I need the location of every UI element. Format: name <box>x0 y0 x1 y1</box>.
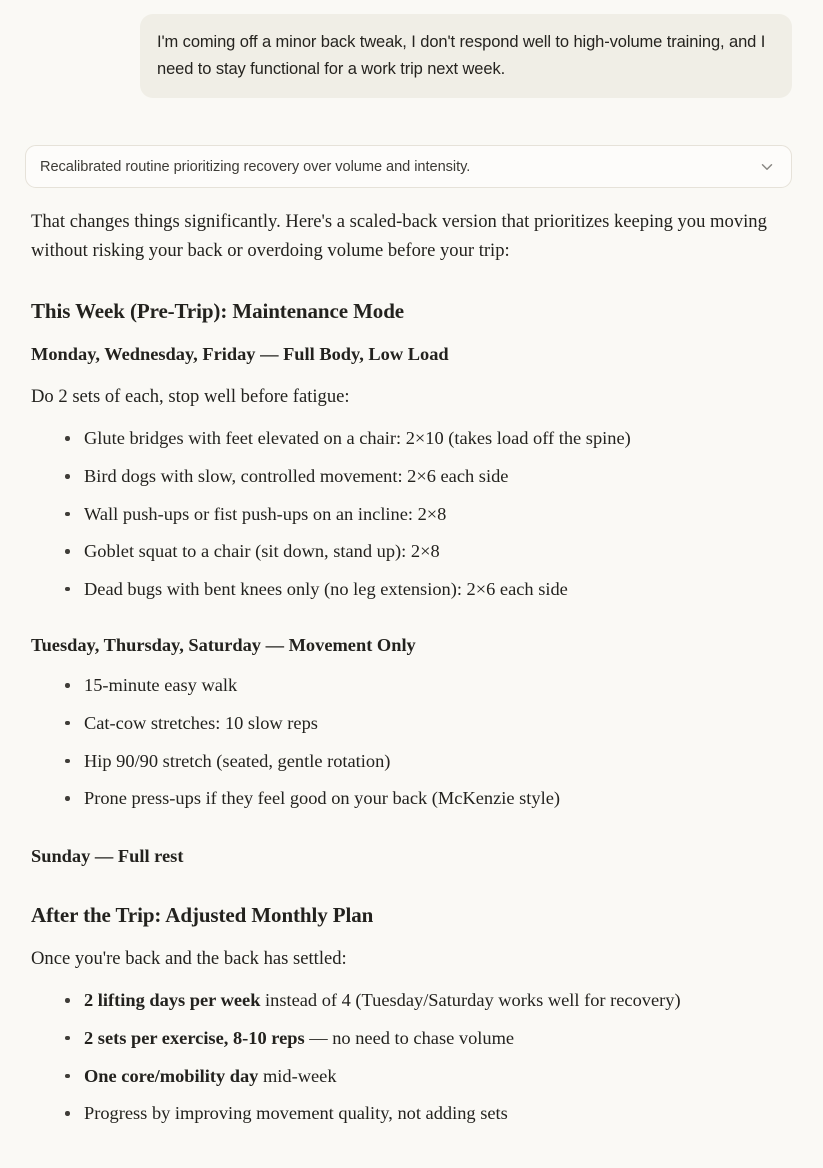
list-item <box>62 987 782 1015</box>
list-item: Hip 90/90 stretch (seated, gentle rotation) <box>62 748 782 776</box>
tts-movement-list <box>31 672 782 812</box>
list-item: Wall push-ups or fist push-ups on an incline: 2×8 <box>62 501 782 529</box>
summary-card-label: Recalibrated routine prioritizing recovery over volume and intensity. <box>40 158 471 175</box>
list-item-emphasis: 2 sets per exercise, 8-10 reps <box>84 1027 305 1048</box>
list-item: Prone press-ups if they feel good on your back (McKenzie style) <box>62 785 782 813</box>
after-trip-intro-paragraph: Once you're back and the back has settled: <box>31 948 347 970</box>
list-item-text: Progress by improving movement quality, not adding sets <box>84 1103 508 1124</box>
list-item-text: instead of 4 (Tuesday/Saturday works well for recovery) <box>260 990 681 1011</box>
list-item <box>62 1063 782 1091</box>
list-item: Goblet squat to a chair (sit down, stand up): 2×8 <box>62 538 782 566</box>
after-trip-list <box>31 987 782 1127</box>
chevron-down-icon[interactable] <box>758 158 776 176</box>
subheading-sunday: Sunday — Full rest <box>31 845 184 866</box>
list-item: Bird dogs with slow, controlled movement: 2×6 each side <box>62 463 782 491</box>
list-item: Glute bridges with feet elevated on a chair: 2×10 (takes load off the spine) <box>62 425 782 453</box>
heading-this-week: This Week (Pre-Trip): Maintenance Mode <box>31 298 404 323</box>
list-item-emphasis: 2 lifting days per week <box>84 990 261 1011</box>
list-item <box>62 1025 782 1053</box>
list-item-emphasis: One core/mobility day <box>84 1065 259 1086</box>
subheading-tts: Tuesday, Thursday, Saturday — Movement Only <box>31 635 416 656</box>
mwf-intro-paragraph: Do 2 sets of each, stop well before fatigue: <box>31 386 350 408</box>
list-item <box>62 1100 782 1128</box>
list-item: Cat-cow stretches: 10 slow reps <box>62 710 782 738</box>
list-item-text: mid-week <box>258 1065 337 1086</box>
collapsed-summary-card[interactable] <box>25 145 792 188</box>
list-item: Dead bugs with bent knees only (no leg extension): 2×6 each side <box>62 576 782 604</box>
subheading-mwf: Monday, Wednesday, Friday — Full Body, Low Load <box>31 344 449 365</box>
answer-intro-paragraph: That changes things significantly. Here's a scaled-back version that prioritizes keeping you moving without risking your back or overdoing volume before your trip: <box>31 211 767 261</box>
user-message-row <box>0 0 823 98</box>
user-message-bubble: I'm coming off a minor back tweak, I don't respond well to high-volume training, and I need to stay functional for a work trip next week. <box>140 14 792 98</box>
list-item: 15-minute easy walk <box>62 672 782 700</box>
list-item-text: — no need to chase volume <box>304 1027 515 1048</box>
mwf-exercise-list <box>31 425 782 603</box>
heading-after-trip: After the Trip: Adjusted Monthly Plan <box>31 902 374 927</box>
